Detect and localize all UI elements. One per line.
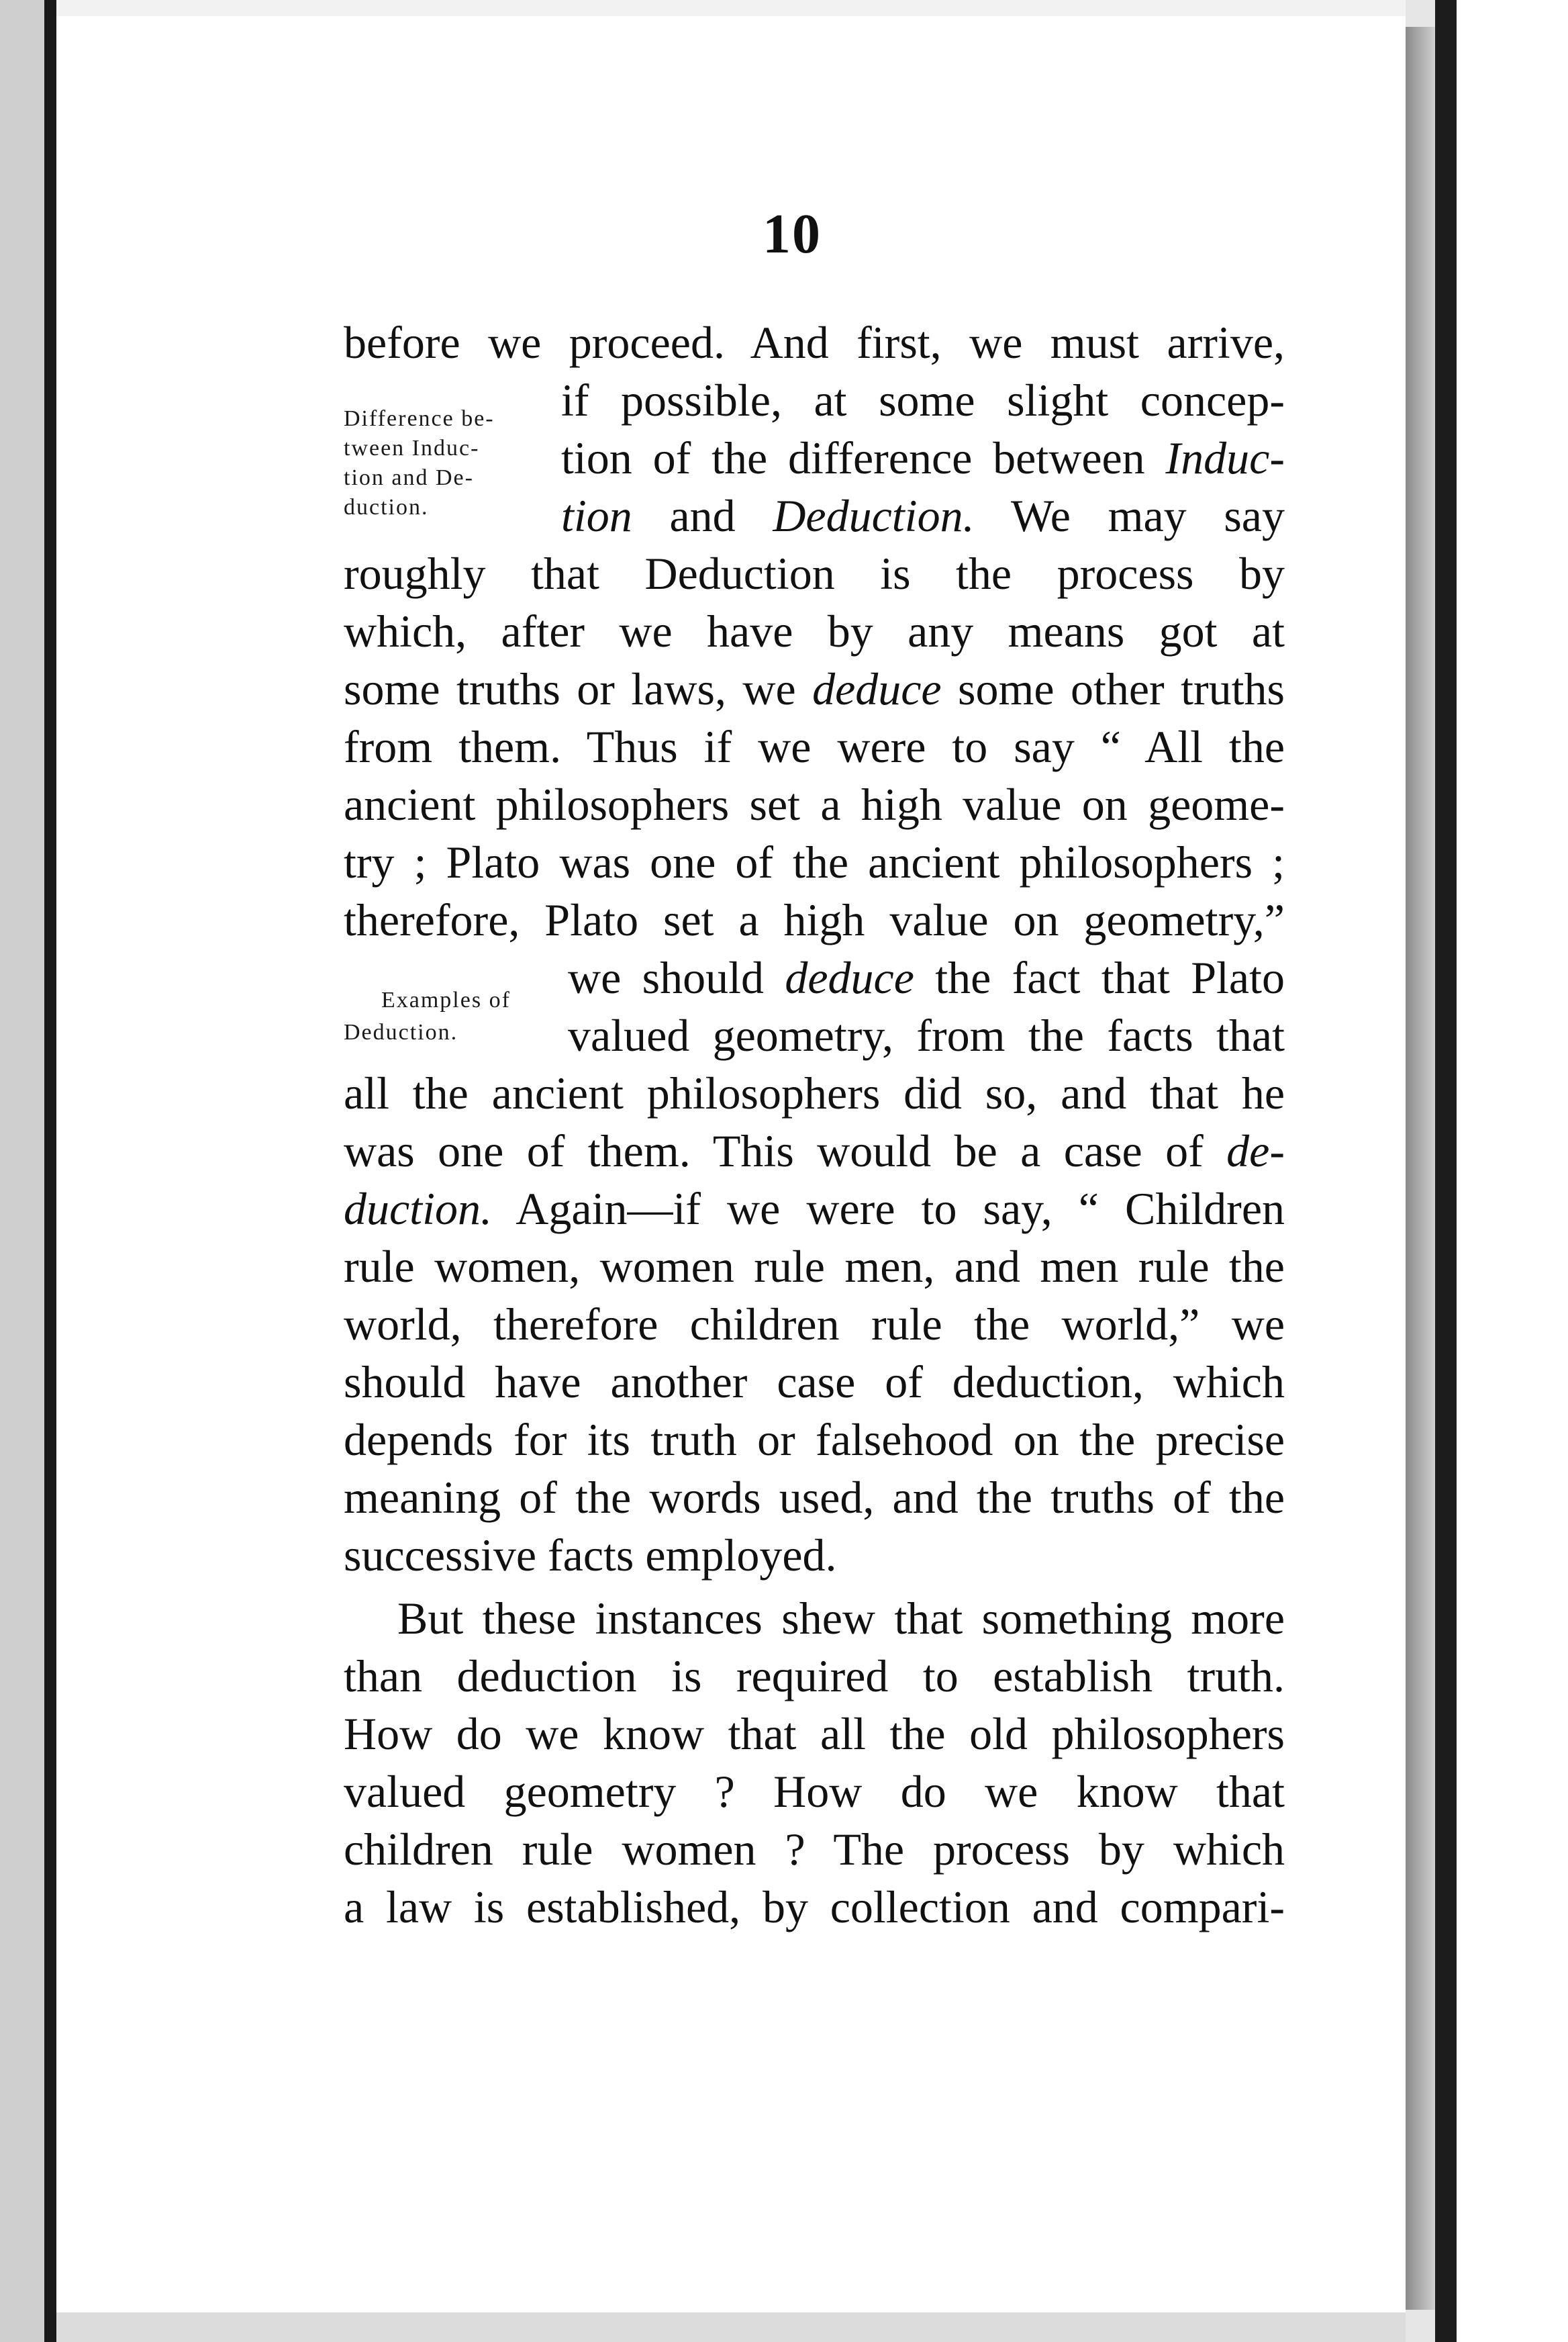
side-note-line: Difference be- [344, 406, 495, 431]
text-line [344, 1121, 1285, 1180]
text-segment: some truths or laws, we [344, 663, 813, 714]
text-line [344, 659, 1285, 718]
italic-term: deduce [812, 663, 942, 714]
text-line: all the ancient philosophers did so, and that he [344, 1068, 1285, 1119]
text-segment: was one of them. This would be a case of [344, 1125, 1227, 1176]
text-line [561, 428, 1285, 487]
text-line: valued geometry ? How do we know that [344, 1766, 1285, 1817]
next-page-edge [1457, 0, 1568, 2342]
text-line: meaning of the words used, and the truths of the [344, 1472, 1285, 1523]
text-line: before we proceed. And first, we must arrive, [344, 317, 1285, 368]
text-line: try ; Plato was one of the ancient philosophers ; [344, 837, 1285, 888]
gutter-shadow [1406, 27, 1435, 2310]
text-line: valued geometry, from the facts that [568, 1010, 1285, 1061]
text-line [568, 948, 1285, 1007]
text-line: But these instances shew that something more [397, 1593, 1285, 1644]
text-line: world, therefore children rule the world,” we [344, 1299, 1285, 1350]
text-segment: We may say [974, 490, 1285, 541]
side-note-line: Examples of [381, 988, 511, 1013]
text-segment: some other truths [941, 663, 1285, 714]
text-line: How do we know that all the old philosophers [344, 1708, 1285, 1759]
text-line [561, 486, 1285, 545]
italic-term: duction. [344, 1183, 492, 1234]
text-line: if possible, at some slight concep- [561, 375, 1285, 426]
text-line: than deduction is required to establish truth. [344, 1650, 1285, 1701]
text-line: therefore, Plato set a high value on geometry,” [344, 894, 1285, 945]
text-line: children rule women ? The process by which [344, 1824, 1285, 1875]
bottom-scan-edge [56, 2312, 1406, 2342]
text-line: depends for its truth or falsehood on the precise [344, 1414, 1285, 1465]
text-line: rule women, women rule men, and men rule the [344, 1241, 1285, 1292]
text-line: a law is established, by collection and compari- [344, 1881, 1285, 1932]
italic-term: Deduction. [773, 490, 975, 541]
left-page-edge [44, 0, 56, 2342]
text-line: should have another case of deduction, which [344, 1356, 1285, 1407]
text-segment: we should [568, 952, 785, 1003]
text-line [344, 1179, 1285, 1238]
italic-term: de- [1226, 1125, 1285, 1176]
text-segment: and [632, 490, 773, 541]
left-scan-edge [0, 0, 47, 2342]
text-segment: Again—if we were to say, “ Children [491, 1183, 1285, 1234]
gutter-rule [1435, 0, 1457, 2342]
page-number: 10 [763, 203, 822, 265]
side-note-line: tion and De- [344, 465, 474, 490]
italic-term: deduce [785, 952, 914, 1003]
text-line: successive facts employed. [344, 1530, 837, 1581]
text-segment: the fact that Plato [914, 952, 1285, 1003]
text-line: which, after we have by any means got at [344, 606, 1285, 657]
text-line: ancient philosophers set a high value on geome- [344, 779, 1285, 830]
text-line: roughly that Deduction is the process by [344, 548, 1285, 599]
italic-term: Induc- [1165, 432, 1285, 483]
side-note-line: duction. [344, 495, 429, 520]
side-note-line: tween Induc- [344, 436, 480, 461]
text-line: from them. Thus if we were to say “ All the [344, 721, 1285, 772]
text-segment: tion of the difference between [561, 432, 1166, 483]
italic-term: tion [561, 490, 632, 541]
side-note-line: Deduction. [344, 1020, 458, 1045]
